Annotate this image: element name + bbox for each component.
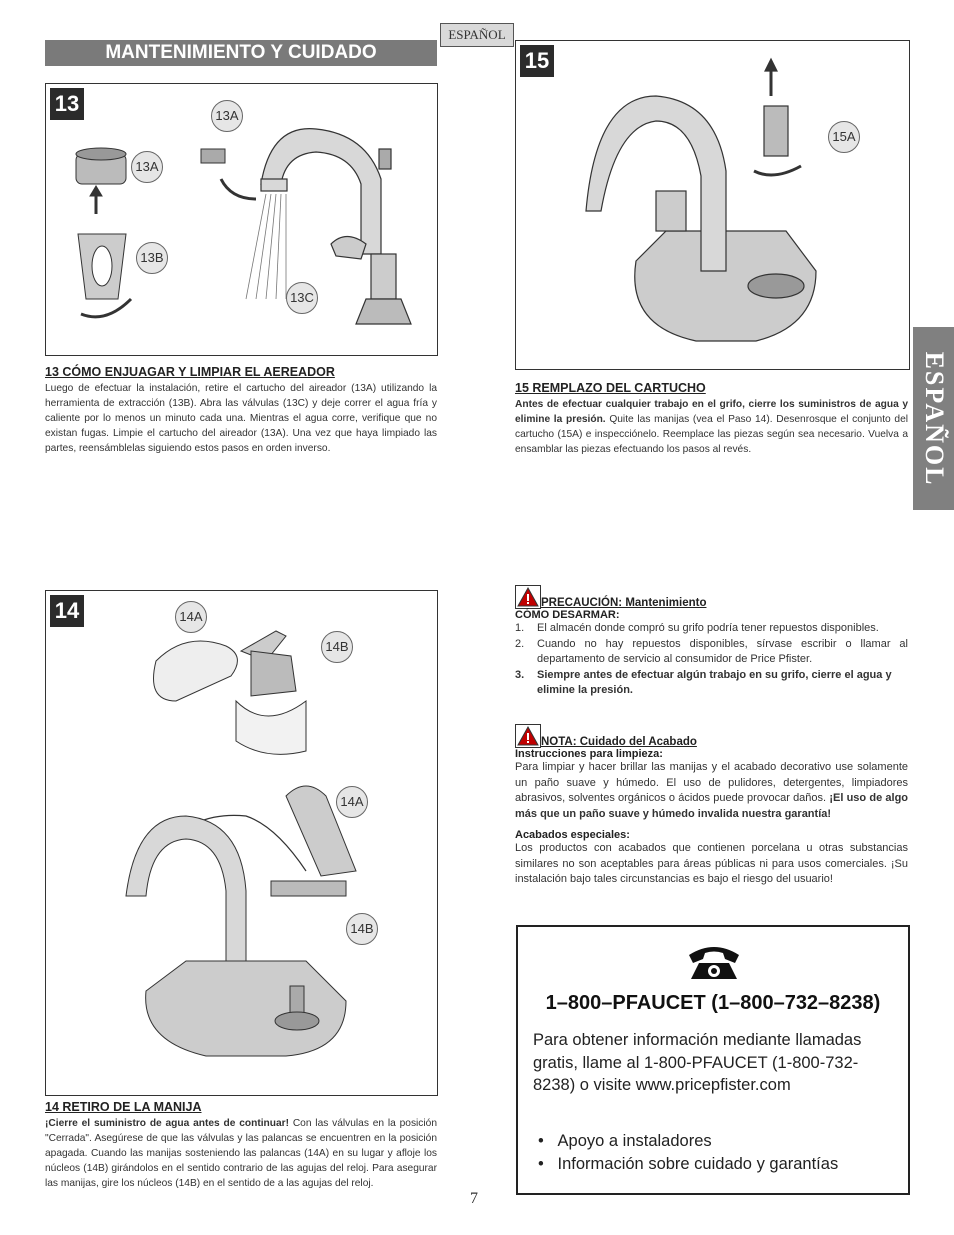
callout-14a-bottom: 14A bbox=[336, 786, 368, 818]
callout-13a-top: 13A bbox=[211, 100, 243, 132]
language-tag: ESPAÑOL bbox=[440, 23, 514, 47]
callout-13c: 13C bbox=[286, 282, 318, 314]
phone-number: 1–800–PFAUCET (1–800–732–8238) bbox=[545, 992, 881, 1014]
caution-item-text: El almacén donde compró su grifo podría tener repuestos disponibles. bbox=[537, 622, 879, 634]
phone-bullet: • Apoyo a instaladores bbox=[538, 1132, 712, 1150]
step13-figure bbox=[45, 83, 438, 356]
step15-illustration bbox=[516, 41, 909, 369]
callout-14b-top: 14B bbox=[321, 631, 353, 663]
step15-heading: 15 REMPLAZO DEL CARTUCHO bbox=[515, 381, 706, 395]
caution-item-num: 1. bbox=[515, 622, 525, 634]
step14-number: 14 bbox=[50, 595, 84, 627]
special-text: Los productos con acabados que contienen porcelana u otras substancias similares no son aceptables para áreas públicas ni para usos comerciales. ¡Su instalación bajo tales circunstancias es bajo el riesgo del usuario! bbox=[515, 842, 908, 885]
section-title: MANTENIMIENTO Y CUIDADO bbox=[45, 40, 437, 66]
caution-heading: PRECAUCIÓN: Mantenimiento bbox=[541, 597, 707, 609]
page-number: 7 bbox=[470, 1190, 478, 1207]
callout-13a: 13A bbox=[131, 151, 163, 183]
side-tab-label: ESPAÑOL bbox=[919, 351, 949, 486]
step14-heading: 14 RETIRO DE LA MANIJA bbox=[45, 1100, 202, 1114]
phone-bullet: • Información sobre cuidado y garantías bbox=[538, 1155, 839, 1173]
phone-bullet-text: Información sobre cuidado y garantías bbox=[557, 1155, 839, 1173]
step14-figure bbox=[45, 590, 438, 1096]
cleaning-text bbox=[515, 760, 908, 822]
cleaning-text-bold: ¡El uso de algo más que un paño suave y húmedo invalida nuestra garantía! bbox=[515, 792, 909, 820]
caution-item bbox=[515, 668, 908, 699]
caution-item bbox=[515, 621, 908, 637]
step14-text-bold: ¡Cierre el suministro de agua antes de continuar! bbox=[45, 1118, 290, 1129]
step14-illustration bbox=[46, 591, 437, 1095]
finish-note-heading: NOTA: Cuidado del Acabado bbox=[541, 736, 697, 748]
warning-icon bbox=[515, 724, 541, 748]
step15-number: 15 bbox=[520, 45, 554, 77]
step15-text-body: Quite las manijas (vea el Paso 14). Desenrosque el conjunto del cartucho (15A) e inspecciónelo. Reemplace las piezas según sea necesario. Vuelva a ensamblar las piezas efectuando los pasos al revés. bbox=[515, 414, 908, 455]
phone-bullet-text: Apoyo a instaladores bbox=[557, 1132, 712, 1150]
step15-text-bold: Antes de efectuar cualquier trabajo en el grifo, cierre los suministros de agua y elimine la presión. bbox=[515, 399, 908, 425]
caution-item-text: Siempre antes de efectuar algún trabajo en su grifo, cierre el agua y elimine la presión. bbox=[537, 668, 892, 696]
step15-text bbox=[515, 397, 908, 457]
callout-14b-bottom: 14B bbox=[346, 913, 378, 945]
step13-text: Luego de efectuar la instalación, retire el cartucho del aireador (13A) utilizando la herramienta de extracción (13B). Abra las válvulas (13C) y deje correr el agua fría y caliente por lo menos un minuto cada una. Mientras el agua corre, verifique que no existan fugas. Limpie el cartucho del aireador (13A). Una vez que haya limpiado las partes, reensámblelas siguiendo estos pasos en orden inverso. bbox=[45, 383, 437, 454]
step13-illustration bbox=[46, 84, 437, 355]
callout-13b: 13B bbox=[136, 242, 168, 274]
step14-text bbox=[45, 1116, 437, 1191]
step15-figure bbox=[515, 40, 910, 370]
caution-item-num: 2. bbox=[515, 637, 525, 650]
telephone-icon bbox=[685, 941, 743, 981]
caution-item-text: Cuando no hay repuestos disponibles, sírvase escribir o llamar al departamento de servicio al consumidor de Price Pfister. bbox=[537, 637, 908, 665]
cleaning-title: Instrucciones para limpieza: bbox=[515, 748, 663, 760]
callout-14a-top: 14A bbox=[175, 601, 207, 633]
special-title: Acabados especiales: bbox=[515, 829, 630, 841]
phone-info-box bbox=[516, 925, 910, 1195]
callout-15a: 15A bbox=[828, 121, 860, 153]
side-language-tab bbox=[913, 327, 954, 510]
caution-section bbox=[515, 585, 908, 699]
step14-text-body: Con las válvulas en la posición "Cerrada". Asegúrese de que las válvulas y las palancas se encuentren en la posición apagada. Cuando las manijas sosteniendo las palancas (14A) en su lugar y afloje los núcleos (14B) girándolos en el sentido contrario de las agujas del reloj. Para asegurar las manijas, gire los núcleos (14B) en el sentido de a las agujas del reloj. bbox=[45, 1118, 437, 1189]
caution-subheading: CÓMO DESARMAR: bbox=[515, 609, 620, 621]
caution-item bbox=[515, 637, 908, 668]
warning-icon bbox=[515, 585, 541, 609]
step13-number: 13 bbox=[50, 88, 84, 120]
phone-text: Para obtener información mediante llamadas gratis, llame al 1-800-PFAUCET (1-800-732-8238) o visite www.pricepfister.com bbox=[533, 1031, 862, 1094]
finish-note-section bbox=[515, 724, 908, 888]
step13-heading: 13 CÓMO ENJUAGAR Y LIMPIAR EL AEREADOR bbox=[45, 365, 335, 379]
cleaning-text-body: Para limpiar y hacer brillar las manijas y el acabado decorativo use solamente un paño suave y húmedo. El uso de pulidores, detergentes, limpiadores abrasivos, solventes orgánicos o ácidos puede provocar daños. bbox=[515, 761, 908, 804]
caution-item-num: 3. bbox=[515, 668, 525, 681]
